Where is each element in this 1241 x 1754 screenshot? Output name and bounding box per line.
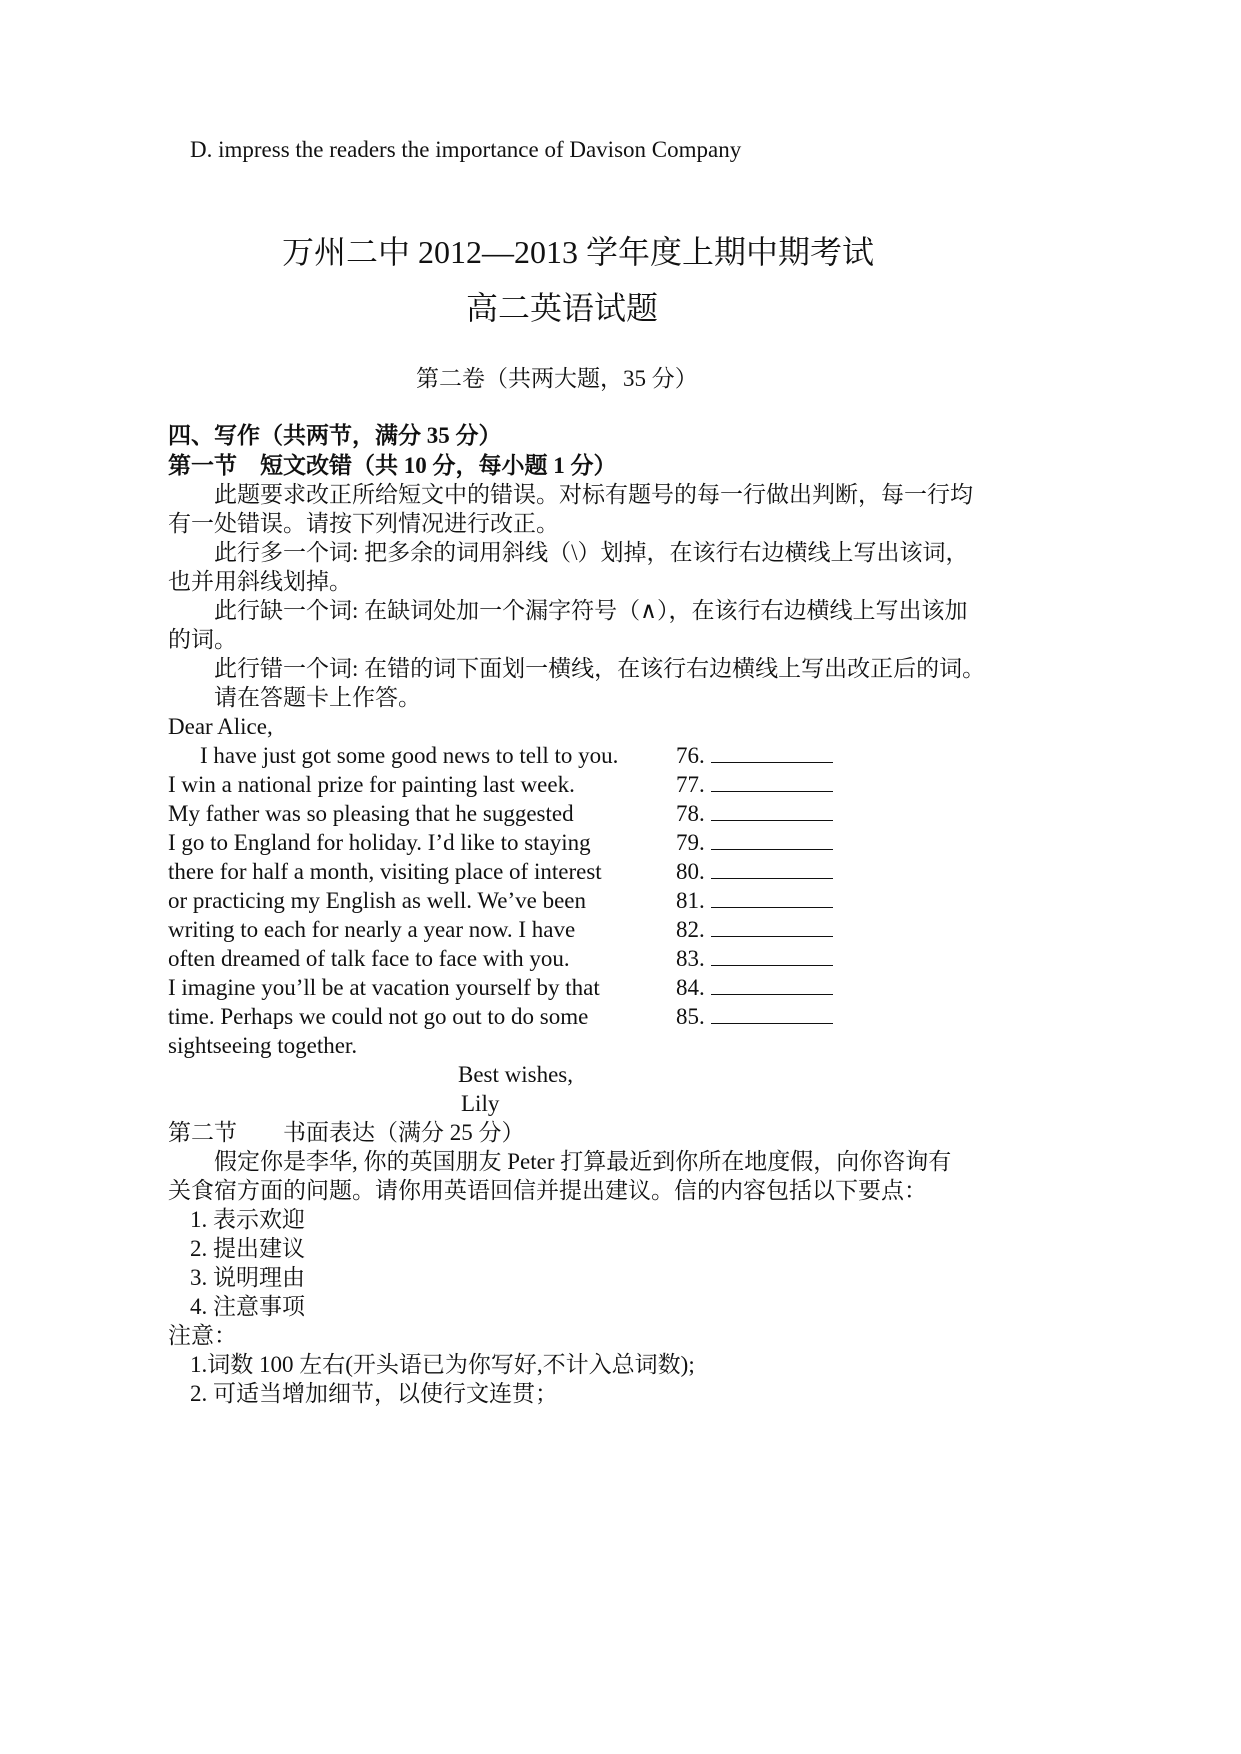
question-number: 83. (676, 946, 705, 971)
exam-title: 万州二中 2012—2013 学年度上期中期考试 (282, 234, 875, 270)
answer-blank[interactable] (676, 972, 833, 1004)
letter-last-line: sightseeing together. (168, 1033, 358, 1058)
question-number: 78. (676, 801, 705, 826)
letter-line: writing to each for nearly a year now. I have (168, 917, 576, 942)
letter-signature: Lily (461, 1091, 500, 1116)
letter-line: I imagine you’ll be at vacation yourself by that (168, 975, 600, 1000)
letter-line: I go to England for holiday. I’d like to staying (168, 830, 591, 855)
part2-heading: 第二节 书面表达（满分 25 分） (168, 1120, 525, 1145)
answer-blank[interactable] (676, 1001, 833, 1033)
note-label: 注意： (168, 1323, 237, 1348)
question-number: 79. (676, 830, 705, 855)
section-heading: 四、写作（共两节，满分 35 分） (168, 423, 502, 448)
exam-subtitle: 高二英语试题 (466, 290, 659, 326)
answer-blank[interactable] (676, 943, 833, 975)
answer-blank[interactable] (676, 769, 833, 801)
answer-blank[interactable] (676, 740, 833, 772)
question-number: 76. (676, 743, 705, 768)
key-point: 4. 注意事项 (190, 1294, 305, 1319)
key-point: 1. 表示欢迎 (190, 1207, 305, 1232)
letter-line: there for half a month, visiting place of interest (168, 859, 602, 884)
question-number: 80. (676, 859, 705, 884)
answer-blank[interactable] (676, 827, 833, 859)
letter-line: or practicing my English as well. We’ve been (168, 888, 586, 913)
note-item: 2. 可适当增加细节，以使行文连贯； (190, 1381, 558, 1406)
part1-heading: 第一节 短文改错（共 10 分，每小题 1 分） (168, 453, 617, 478)
question-number: 77. (676, 772, 705, 797)
answer-blank[interactable] (676, 856, 833, 888)
writing-prompt: 关食宿方面的问题。请你用英语回信并提出建议。信的内容包括以下要点： (168, 1178, 927, 1203)
letter-line: I win a national prize for painting last week. (168, 772, 575, 797)
instruction-line: 的词。 (168, 627, 237, 652)
volume-heading: 第二卷（共两大题，35 分） (416, 366, 698, 391)
previous-question-option-d: D. impress the readers the importance of Davison Company (190, 137, 742, 162)
letter-closing: Best wishes, (458, 1062, 573, 1087)
instruction-line: 此题要求改正所给短文中的错误。对标有题号的每一行做出判断，每一行均 (214, 482, 973, 507)
letter-line: time. Perhaps we could not go out to do some (168, 1004, 589, 1029)
question-number: 85. (676, 1004, 705, 1029)
instruction-line: 也并用斜线划掉。 (168, 569, 352, 594)
key-point: 3. 说明理由 (190, 1265, 305, 1290)
letter-greeting: Dear Alice, (168, 714, 273, 739)
note-item: 1.词数 100 左右(开头语已为你写好,不计入总词数); (190, 1352, 695, 1377)
letter-line: often dreamed of talk face to face with you. (168, 946, 570, 971)
answer-blank[interactable] (676, 798, 833, 830)
answer-blank[interactable] (676, 885, 833, 917)
writing-prompt: 假定你是李华, 你的英国朋友 Peter 打算最近到你所在地度假，向你咨询有 (214, 1149, 952, 1174)
instruction-line: 请在答题卡上作答。 (214, 685, 421, 710)
instruction-line: 此行多一个词: 把多余的词用斜线（\）划掉，在该行右边横线上写出该词， (214, 540, 969, 565)
question-number: 81. (676, 888, 705, 913)
letter-line: I have just got some good news to tell to you. (200, 743, 619, 768)
question-number: 84. (676, 975, 705, 1000)
instruction-line: 有一处错误。请按下列情况进行改正。 (168, 511, 559, 536)
instruction-line: 此行缺一个词: 在缺词处加一个漏字符号（∧），在该行右边横线上写出该加 (214, 598, 968, 623)
answer-blank[interactable] (676, 914, 833, 946)
question-number: 82. (676, 917, 705, 942)
letter-line: My father was so pleasing that he suggested (168, 801, 574, 826)
key-point: 2. 提出建议 (190, 1236, 305, 1261)
instruction-line: 此行错一个词: 在错的词下面划一横线，在该行右边横线上写出改正后的词。 (214, 656, 986, 681)
